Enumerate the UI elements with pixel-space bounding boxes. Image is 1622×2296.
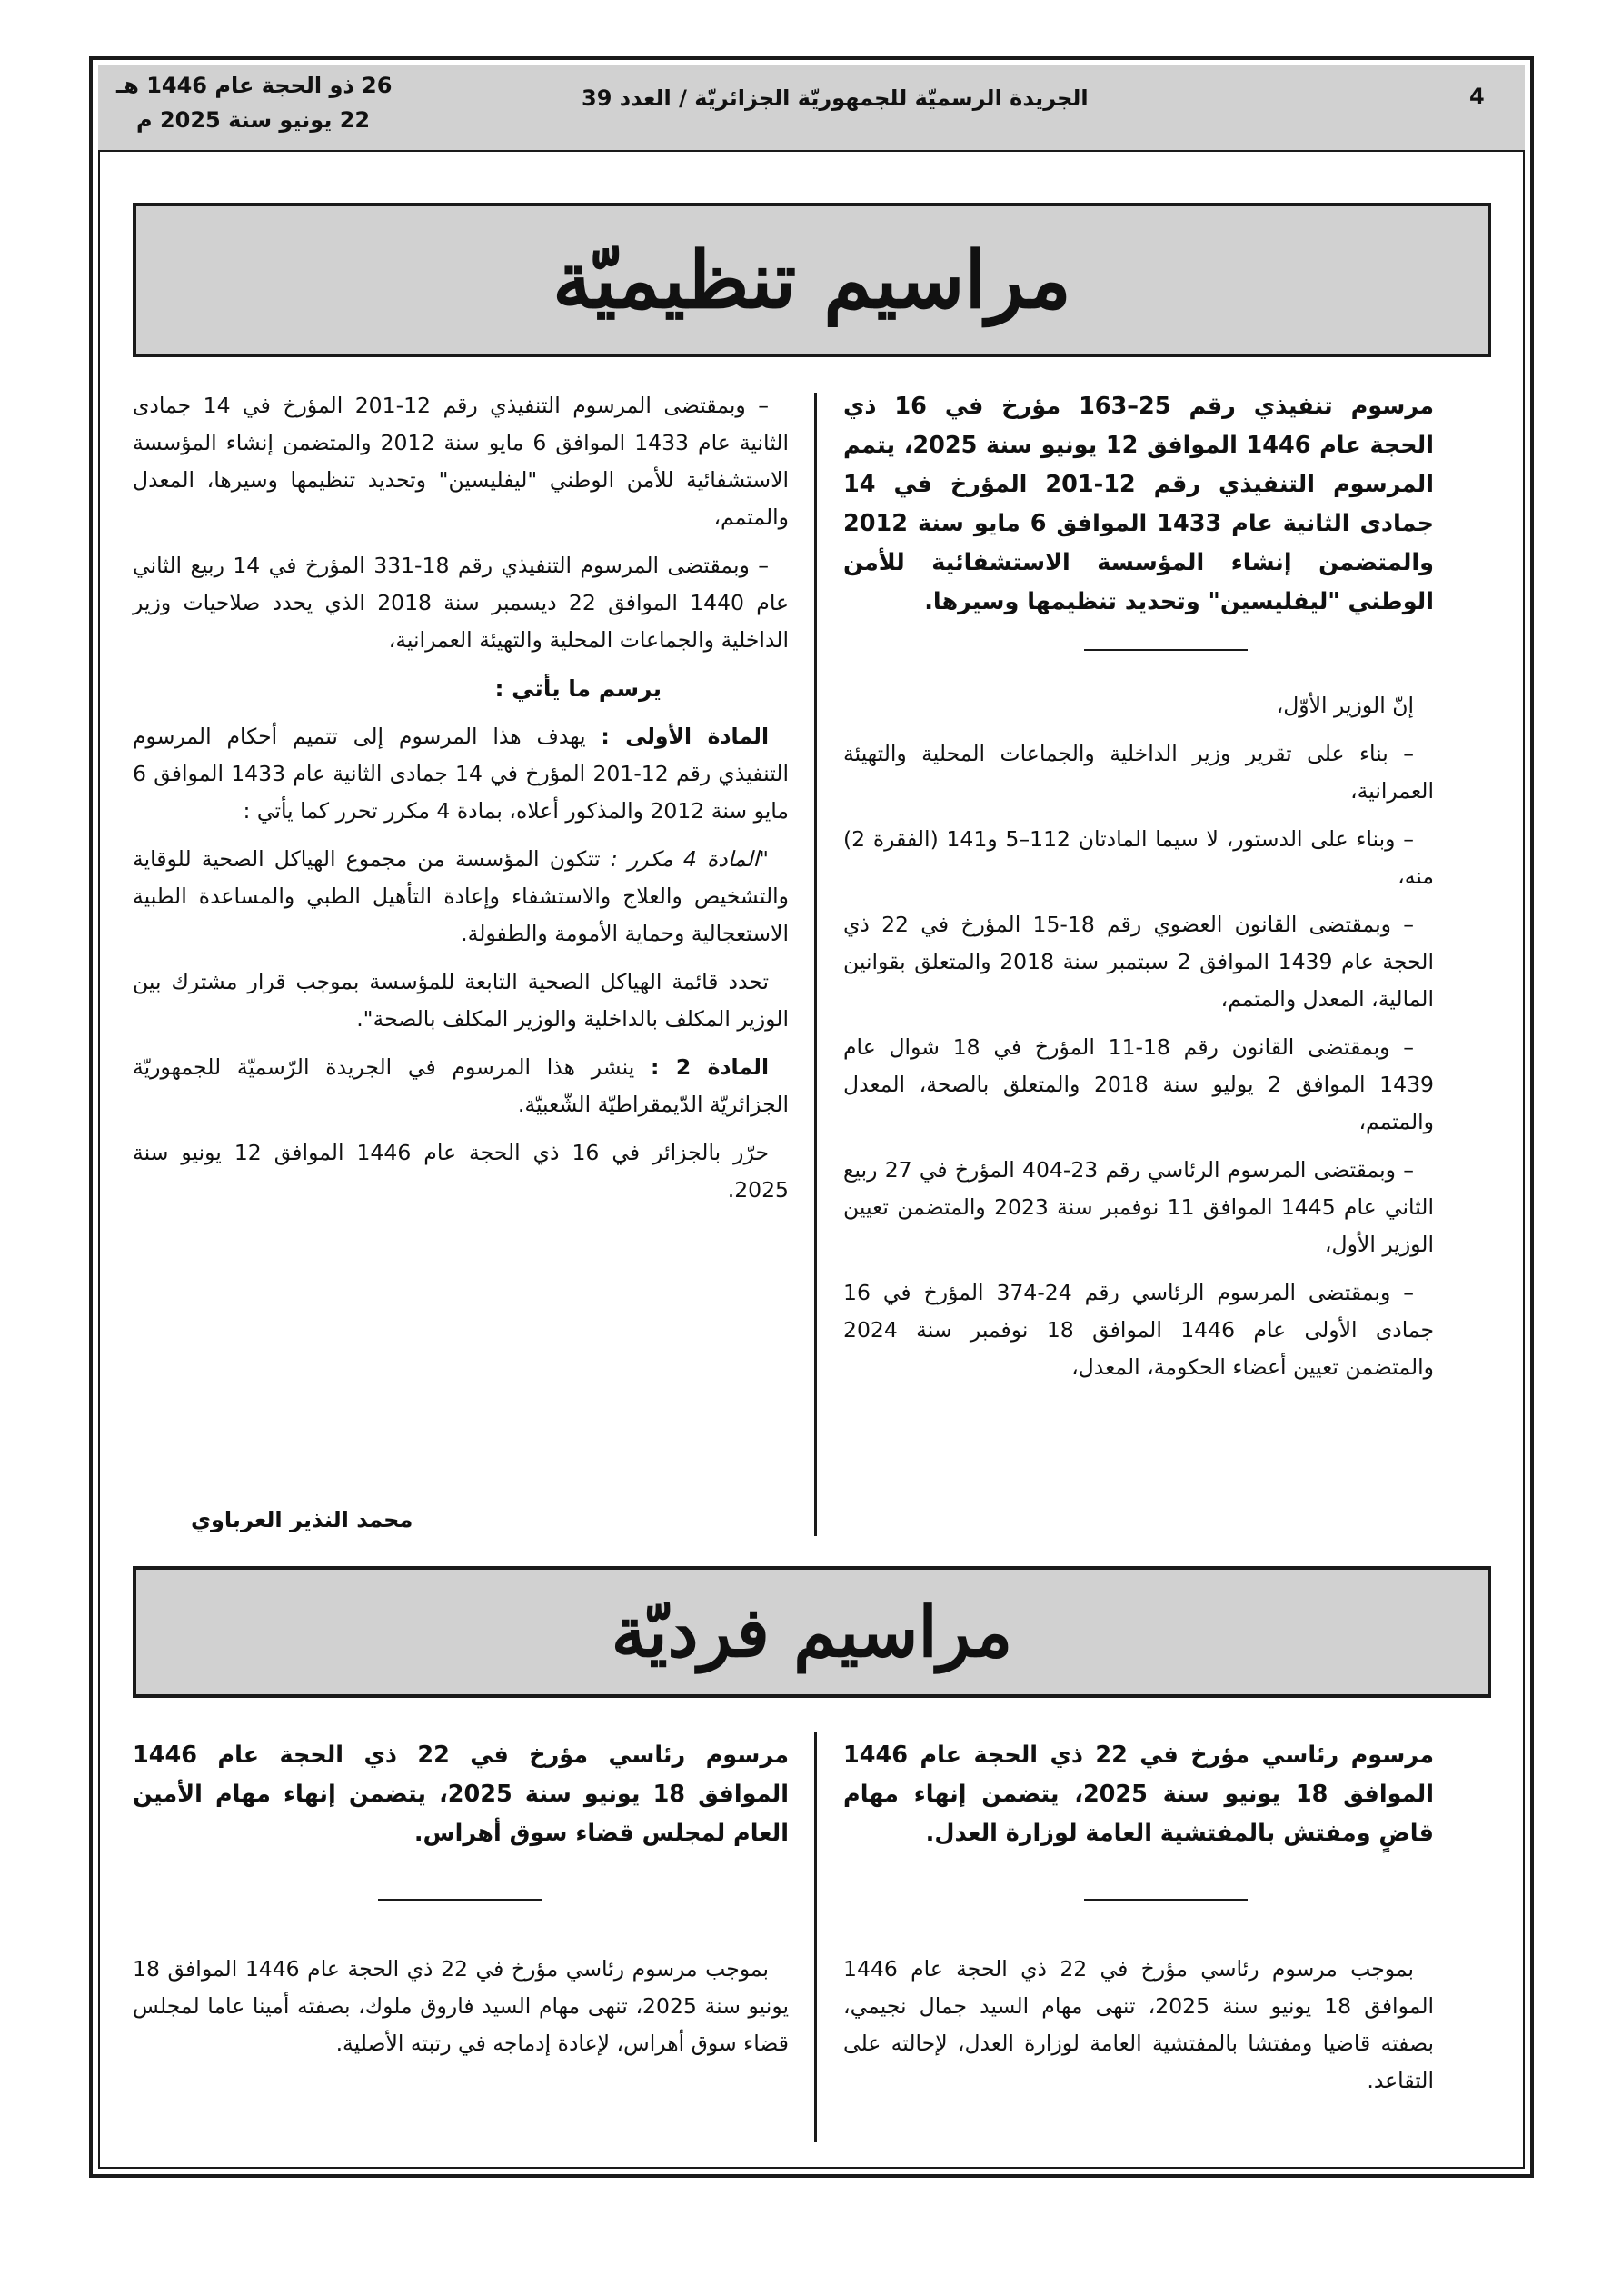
done-at: حرّر بالجزائر في 16 ذي الحجة عام 1446 الموافق 12 يونيو سنة 2025. <box>133 1140 789 1203</box>
decree-body: بموجب مرسوم رئاسي مؤرخ في 22 ذي الحجة عام 1446 الموافق 18 يونيو سنة 2025، تنهى مهام السيد جمال نجيمي، بصفته قاضيا ومفتشا بالمفتشية العامة لوزارة العدل، لإحالته على التقاعد. <box>843 1956 1435 2093</box>
decree-heading: مرسوم رئاسي مؤرخ في 22 ذي الحجة عام 1446 الموافق 18 يونيو سنة 2025، يتضمن إنهاء مهام قاضٍ ومفتش بالمفتشية العامة لوزارة العدل. <box>843 1742 1434 1847</box>
section2-left-column <box>133 1736 789 2073</box>
article-1-text: يهدف هذا المرسوم إلى تتميم أحكام المرسوم التنفيذي رقم 12-201 المؤرخ في 14 جمادى الثانية عام 1433 الموافق 6 مايو سنة 2012 والمذكور أعلاه، بمادة 4 مكرر تحرر كما يأتي : <box>133 724 789 824</box>
article-4bis-label: "المادة 4 مكرر : <box>610 846 769 872</box>
preamble-item: – وبناء على الدستور، لا سيما المادتان 112–5 و141 (الفقرة 2) منه، <box>843 826 1434 889</box>
section1-left-column <box>133 387 789 1220</box>
heading-separator <box>1084 1899 1248 1901</box>
section2-right-column <box>843 1736 1434 2111</box>
signature: محمد النذير العرباوي <box>191 1507 413 1532</box>
heading-separator <box>378 1899 542 1901</box>
preamble-item: – وبمقتضى المرسوم التنفيذي رقم 12-201 المؤرخ في 14 جمادى الثانية عام 1433 الموافق 6 مايو سنة 2012 والمتضمن إنشاء المؤسسة الاستشفائية للأمن الوطني "ليفليسين" وتحديد تنظيمها وسيرها، المعدل والمتمم، <box>133 393 789 530</box>
heading-separator-space <box>843 633 1434 687</box>
decree-body: بموجب مرسوم رئاسي مؤرخ في 22 ذي الحجة عام 1446 الموافق 18 يونيو سنة 2025، تنهى مهام السيد فاروق ملوك، بصفته أمينا عاما لمجلس قضاء سوق أهراس، لإعادة إدماجه في رتبته الأصلية. <box>133 1956 789 2056</box>
preamble-item: – وبمقتضى القانون رقم 18-11 المؤرخ في 18 شوال عام 1439 الموافق 2 يوليو سنة 2018 والمتعلق بالصحة، المعدل والمتمم، <box>843 1034 1434 1134</box>
preamble-intro: إنّ الوزير الأوّل، <box>1276 693 1414 718</box>
decree-heading: مرسوم رئاسي مؤرخ في 22 ذي الحجة عام 1446 الموافق 18 يونيو سنة 2025، يتضمن إنهاء مهام الأمين العام لمجلس قضاء سوق أهراس. <box>133 1742 789 1847</box>
preamble-item: – وبمقتضى المرسوم التنفيذي رقم 18-331 المؤرخ في 14 ربيع الثاني عام 1440 الموافق 22 ديسمبر سنة 2018 الذي يحدد صلاحيات وزير الداخلية والجماعات المحلية والتهيئة العمرانية، <box>133 553 790 653</box>
article-4bis <box>133 841 789 953</box>
date-gregorian: 22 يونيو سنة 2025 م <box>136 107 371 133</box>
preamble-item: – بناء على تقرير وزير الداخلية والجماعات المحلية والتهيئة العمرانية، <box>843 741 1434 804</box>
section-title-box-individual <box>133 1566 1491 1698</box>
article-4bis-para2: تحدد قائمة الهياكل الصحية التابعة للمؤسسة بموجب قرار مشترك بين الوزير المكلف بالداخلية والوزير المكلف بالصحة". <box>133 969 789 1032</box>
preamble-item: – وبمقتضى المرسوم الرئاسي رقم 24-374 المؤرخ في 16 جمادى الأولى عام 1446 الموافق 18 نوفمبر سنة 2024 والمتضمن تعيين أعضاء الحكومة، المعدل، <box>843 1280 1435 1380</box>
heading-separator-space <box>843 1864 1434 1951</box>
journal-title: الجريدة الرسميّة للجمهوريّة الجزائريّة / العدد 39 <box>582 85 1089 111</box>
page-number: 4 <box>1469 84 1485 109</box>
article-2-text: ينشر هذا المرسوم في الجريدة الرّسميّة للجمهوريّة الجزائريّة الدّيمقراطيّة الشّعبيّة. <box>133 1054 789 1117</box>
article-1-label: المادة الأولى : <box>601 724 769 749</box>
section-title-regulatory: مراسيم تنظيميّة <box>552 234 1071 326</box>
preamble-item: – وبمقتضى القانون العضوي رقم 18-15 المؤرخ في 22 ذي الحجة عام 1439 الموافق 2 سبتمبر سنة 2018 والمتعلق بقوانين المالية، المعدل والمتمم، <box>843 912 1434 1012</box>
column-divider <box>814 393 817 1536</box>
section1-right-column <box>843 387 1434 1397</box>
heading-separator <box>1084 649 1248 651</box>
heading-separator-space <box>133 1864 789 1951</box>
section-title-box-regulatory <box>133 203 1491 357</box>
decree-intro: يرسم ما يأتي : <box>494 675 662 702</box>
article-4bis-text: تتكون المؤسسة من مجموع الهياكل الصحية للوقاية والتشخيص والعلاج والاستشفاء وإعادة التأهيل الطبي والمساعدة الطبية الاستعجالية وحماية الأمومة والطفولة. <box>133 846 789 946</box>
article-1 <box>133 718 789 830</box>
article-2-label: المادة 2 : <box>651 1054 769 1080</box>
article-2 <box>133 1049 789 1123</box>
date-hijri: 26 ذو الحجة عام 1446 هـ <box>116 73 393 98</box>
decree-heading: مرسوم تنفيذي رقم 25–163 مؤرخ في 16 ذي الحجة عام 1446 الموافق 12 يونيو سنة 2025، يتمم المرسوم التنفيذي رقم 12-201 المؤرخ في 14 جمادى الثانية عام 1433 الموافق 6 مايو سنة 2012 والمتضمن إنشاء المؤسسة الاستشفائية للأمن الوطني "ليفليسين" وتحديد تنظيمها وسيرها. <box>843 393 1435 615</box>
section-title-individual: مراسيم فرديّة <box>611 1592 1013 1672</box>
column-divider <box>814 1732 817 2142</box>
preamble-item: – وبمقتضى المرسوم الرئاسي رقم 23-404 المؤرخ في 27 ربيع الثاني عام 1445 الموافق 11 نوفمبر سنة 2023 والمتضمن تعيين الوزير الأول، <box>843 1157 1434 1257</box>
